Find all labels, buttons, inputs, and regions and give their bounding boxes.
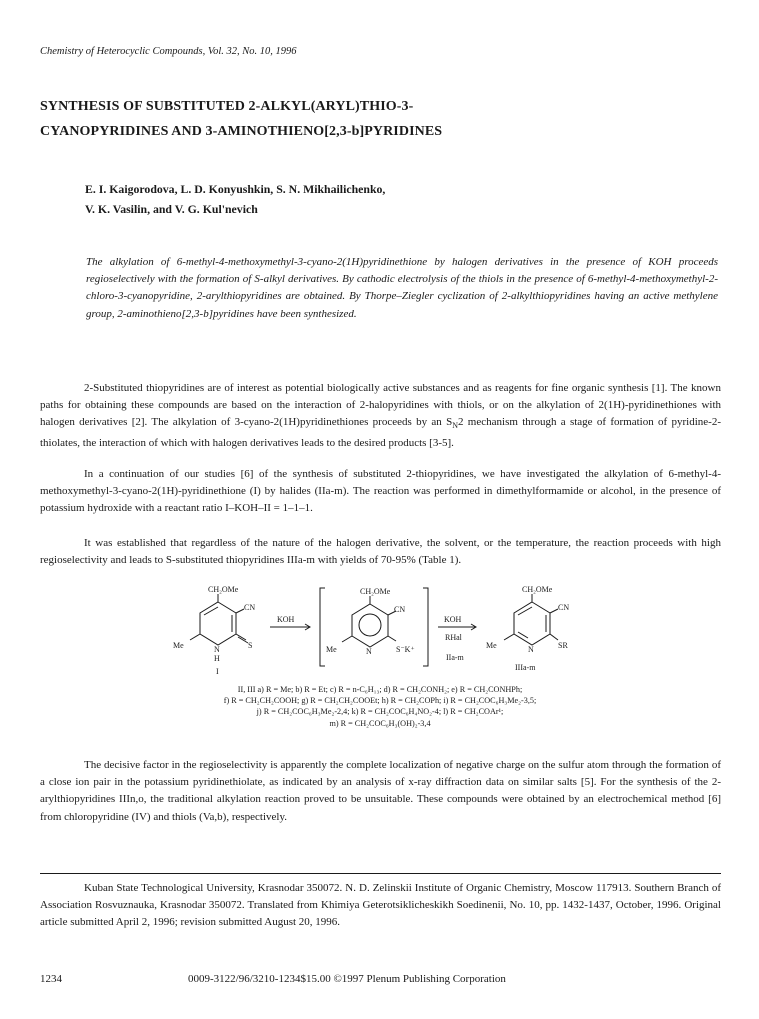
article-title-line-2: CYANOPYRIDINES AND 3-AMINOTHIENO[2,3-b]PYRIDINES	[40, 124, 443, 139]
abstract: The alkylation of 6-methyl-4-methoxymethyl-3-cyano-2(1H)pyridinethione by halogen derivatives in the presence of KOH proceeds regioselectively with the formation of S-alkyl derivatives. By cathodic electrolysis of the thiols in the presence of 6-methyl-4-methoxymethyl-2-chloro-3-cyanopyridine, 2-arylthiopyridines are obtained. By Thorpe–Ziegler cyclization of 2-alkylthiopyridines having an active methylene group, 2-aminothieno[2,3-b]pyridines have been synthesized.	[86, 256, 718, 320]
iii-sr: SR	[558, 641, 568, 650]
i-me: Me	[173, 641, 184, 650]
label-iiam: IIa-m	[446, 653, 464, 662]
iii-ch2ome: CH₂OMe	[522, 585, 553, 594]
label-i: I	[216, 667, 219, 676]
definition-line-4: m) R = CH₂COC₆H₃(OH)₂-3,4	[329, 718, 431, 728]
definition-line-3: j) R = CH₂COC₆H₃Me₂-2,4; k) R = CH₂COC₆H₄NO₂-4; l) R = CH₂COAr¹;	[256, 707, 504, 717]
iii-cn: CN	[558, 603, 570, 612]
footnote: Kuban State Technological University, Krasnodar 350072. N. D. Zelinskii Institute of Organic Chemistry, Moscow 117913. Southern Branch of Association Rosvuznauka, Krasnodar 350072. Translated from Khimiya Geterotsiklicheskikh Soedinenii, No. 10, pp. 1432-1437, October, 1996. Original article submitted April 2, 1996; revision submitted August 20, 1996.	[40, 882, 721, 929]
i-cn: CN	[244, 603, 256, 612]
authors-line-1: E. I. Kaigorodova, L. D. Konyushkin, S. N. Mikhailichenko,	[85, 182, 386, 196]
iii-n: N	[528, 645, 534, 654]
i-ch2ome: CH₂OMe	[208, 585, 239, 594]
i-h: H	[214, 654, 220, 663]
definition-line-2: f) R = CH₂CH₂COOH; g) R = CH₂CH₂COOEt; h) R = CH₂COPh; i) R = CH₂COC₆H₃Me₂-3,5;	[223, 696, 537, 706]
product-ring	[504, 594, 558, 645]
ii-me: Me	[326, 645, 337, 654]
reaction-scheme	[170, 582, 590, 682]
ii-cn: CN	[394, 605, 406, 614]
journal-header: Chemistry of Heterocyclic Compounds, Vol. 32, No. 10, 1996	[40, 46, 297, 57]
body-paragraph-4: The decisive factor in the regioselectivity is apparently the complete localization of negative charge on the sulfur atom through the formation of a close ion pair in the potassium pyridinethiolate, as indicated by an analysis of x-ray diffraction data on similar salts [5]. For the synthesis of the 2-arylthiopyridines IIIn,o, the traditional alkylation reaction proved to be unsuitable. These compounds were obtained by an electrochemical method [6] from chloropyridine (IV) and thiols (Va,b), respectively.	[40, 759, 721, 823]
i-n: N	[214, 645, 220, 654]
iii-me: Me	[486, 641, 497, 650]
ii-n: N	[366, 647, 372, 656]
i-s: S	[248, 641, 253, 650]
copyright-line: 0009-3122/96/3210-1234$15.00 ©1997 Plenum Publishing Corporation	[188, 973, 506, 985]
sn2-subscript: N	[452, 421, 458, 431]
reagent-koh-2: KOH	[444, 615, 462, 624]
thiolate-ring	[342, 596, 396, 647]
footnote-rule	[40, 873, 721, 874]
bracket-left	[320, 588, 325, 666]
body-paragraph-1	[40, 380, 721, 452]
pyridinethione-ring	[190, 594, 248, 645]
authors-line-2: V. K. Vasilin, and V. G. Kul'nevich	[85, 202, 258, 216]
definition-line-1: II, III a) R = Me; b) R = Et; c) R = n-C₆H₁₃; d) R = CH₂CONH₂; e) R = CH₂CONHPh;	[237, 685, 523, 694]
reagent-rhal: RHal	[445, 633, 462, 642]
ii-ch2ome: CH₂OMe	[360, 587, 391, 596]
page-number: 1234	[40, 973, 62, 985]
bracket-right	[423, 588, 428, 666]
substituent-definitions	[95, 684, 665, 729]
body-paragraph-1-part-b: 2 mechanism through a stage of formation of pyridine-2-thiolates, the interaction of which with halogen derivatives leads to the desired products [3-5].	[40, 416, 721, 449]
reagent-koh-1: KOH	[277, 615, 295, 624]
body-paragraph-2: In a continuation of our studies [6] of the synthesis of substituted 2-thiopyridines, we have investigated the alkylation of 6-methyl-4-methoxymethyl-3-cyano-2(1H)-pyridinethione (I) by halides (IIa-m). The reaction was performed in dimethylformamide or alcohol, in the presence of potassium hydroxide with a reactant ratio I–KOH–II = 1–1–1.	[40, 468, 721, 515]
body-paragraph-1-part-a: 2-Substituted thiopyridines are of interest as potential biologically active substances and as reagents for fine organic synthesis [1]. The known paths for obtaining these compounds are based on the interaction of 2-halopyridines with thiols, or on the alkylation of 2(1H)-pyridinethiones with halogen derivatives [2]. The alkylation of 3-cyano-2(1H)pyridinethiones proceeds by an S	[40, 382, 721, 429]
article-title-line-1: SYNTHESIS OF SUBSTITUTED 2-ALKYL(ARYL)THIO-3-	[40, 99, 414, 114]
body-paragraph-3: It was established that regardless of the nature of the halogen derivative, the solvent, or the temperature, the reaction proceeds with high regioselectivity and leads to S-substituted thiopyridines IIIa-m with yields of 70-95% (Table 1).	[40, 537, 721, 567]
ii-sk: S⁻K⁺	[396, 645, 415, 654]
label-iiiam: IIIa-m	[515, 663, 536, 672]
